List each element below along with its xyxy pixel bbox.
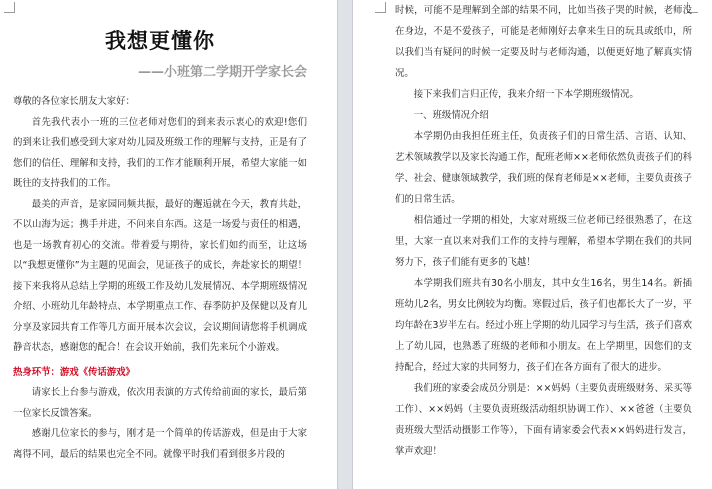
paragraph: 本学期仍由我担任班主任，负责孩子们的日常生活、言语、认知、艺术领域教学以及家长沟通工作，配班老师××老师依然负责孩子们的科学、社会、健康领域教学，我们班的保育老师是××老师，主要负责孩子们的日常生活。 xyxy=(395,131,692,205)
page-content xyxy=(13,0,307,465)
document-subtitle: ——小班第二学期开学家长会 xyxy=(137,65,307,80)
crop-mark xyxy=(375,2,386,13)
paragraph: 首先我代表小一班的三位老师对您们的到来表示衷心的欢迎!您们的到来让我们感受到大家对幼儿园及班级工作的理解与支持，正是有了您们的信任、理解和支持，我们的工作才能顺利开展，希望大家能一如既往的支持我们的工作。 xyxy=(13,116,307,189)
paragraph: 相信通过一学期的相处，大家对班级三位老师已经很熟悉了，在这里，大家一直以来对我们工作的支持与理解，希望本学期在我们的共同努力下，孩子们能有更多的飞越！ xyxy=(395,215,692,268)
paragraph: 接下来我们言归正传，我来介绍一下本学期班级情况。 xyxy=(413,89,639,100)
paragraph: 我们班的家委会成员分别是：××妈妈（主要负责班级财务、采买等工作）、××妈妈（主要负责班级活动组织协调工作）、××爸爸（主要负责班级大型活动摄影工作等），下面有请家委会代表××妈妈进行发言，掌声欢迎！ xyxy=(395,383,693,457)
page-content xyxy=(395,0,692,462)
paragraph: 感谢几位家长的参与，刚才是一个简单的传话游戏，但是由于大家离得不同，最后的结果也完全不同。就像平时我们看到很多片段的 xyxy=(13,428,307,460)
document-page-left xyxy=(0,0,338,489)
paragraph: 最美的声音，是家园同频共振，最好的邂逅就在今天，教育共赴，不以山海为远；携手并进，不问来自东西。这是一场爱与责任的相遇，也是一场教育初心的交流。带着爱与期待，家长们如约而至，让这场以“我想更懂你”为主题的见面会，见证孩子的成长，奔赴家长的期望！接下来我将从总结上学期的班级工作及幼儿发展情况、本学期班级情况介绍、小班幼儿年龄特点、本学期重点工作、春季防护及保健以及育儿分享及家园共育工作等几方面开展本次会议，会议期间请您将手机调成静音状态，感谢您的配合！在会议开始前，我们先来玩个小游戏。 xyxy=(13,198,307,353)
paragraph: 时候，可能不是理解到全部的结果不同，比如当孩子哭的时候，老师没在身边，不是不爱孩子，可能是老师刚好去拿来生日的玩具或纸巾，所以我们当有疑问的时候一定要及时与老师沟通，以便更好地了解真实情况。 xyxy=(395,5,692,79)
document-title: 我想更懂你 xyxy=(105,28,215,53)
paragraph: 本学期我们班共有30名小朋友，其中女生16名，男生14名。新插班幼儿2名，男女比例较为均衡。寒假过后，孩子们也都长大了一岁，平均年龄在3岁半左右。经过小班上学期的幼儿园学习与生活，孩子们喜欢上了幼儿园，也熟悉了班级的老师和小朋友。在上学期里，因您们的支持配合，经过大家的共同努力，孩子们在各方面有了很大的进步。 xyxy=(395,278,692,373)
section-heading: 一、班级情况介绍 xyxy=(413,110,489,121)
salutation: 尊敬的各位家长朋友大家好： xyxy=(13,96,135,107)
document-page-right xyxy=(352,0,712,489)
warmup-heading: 热身环节：游戏《传话游戏》 xyxy=(13,366,135,378)
paragraph: 请家长上台参与游戏，依次用表演的方式传给前面的家长，最后第一位家长反馈答案。 xyxy=(13,387,307,419)
